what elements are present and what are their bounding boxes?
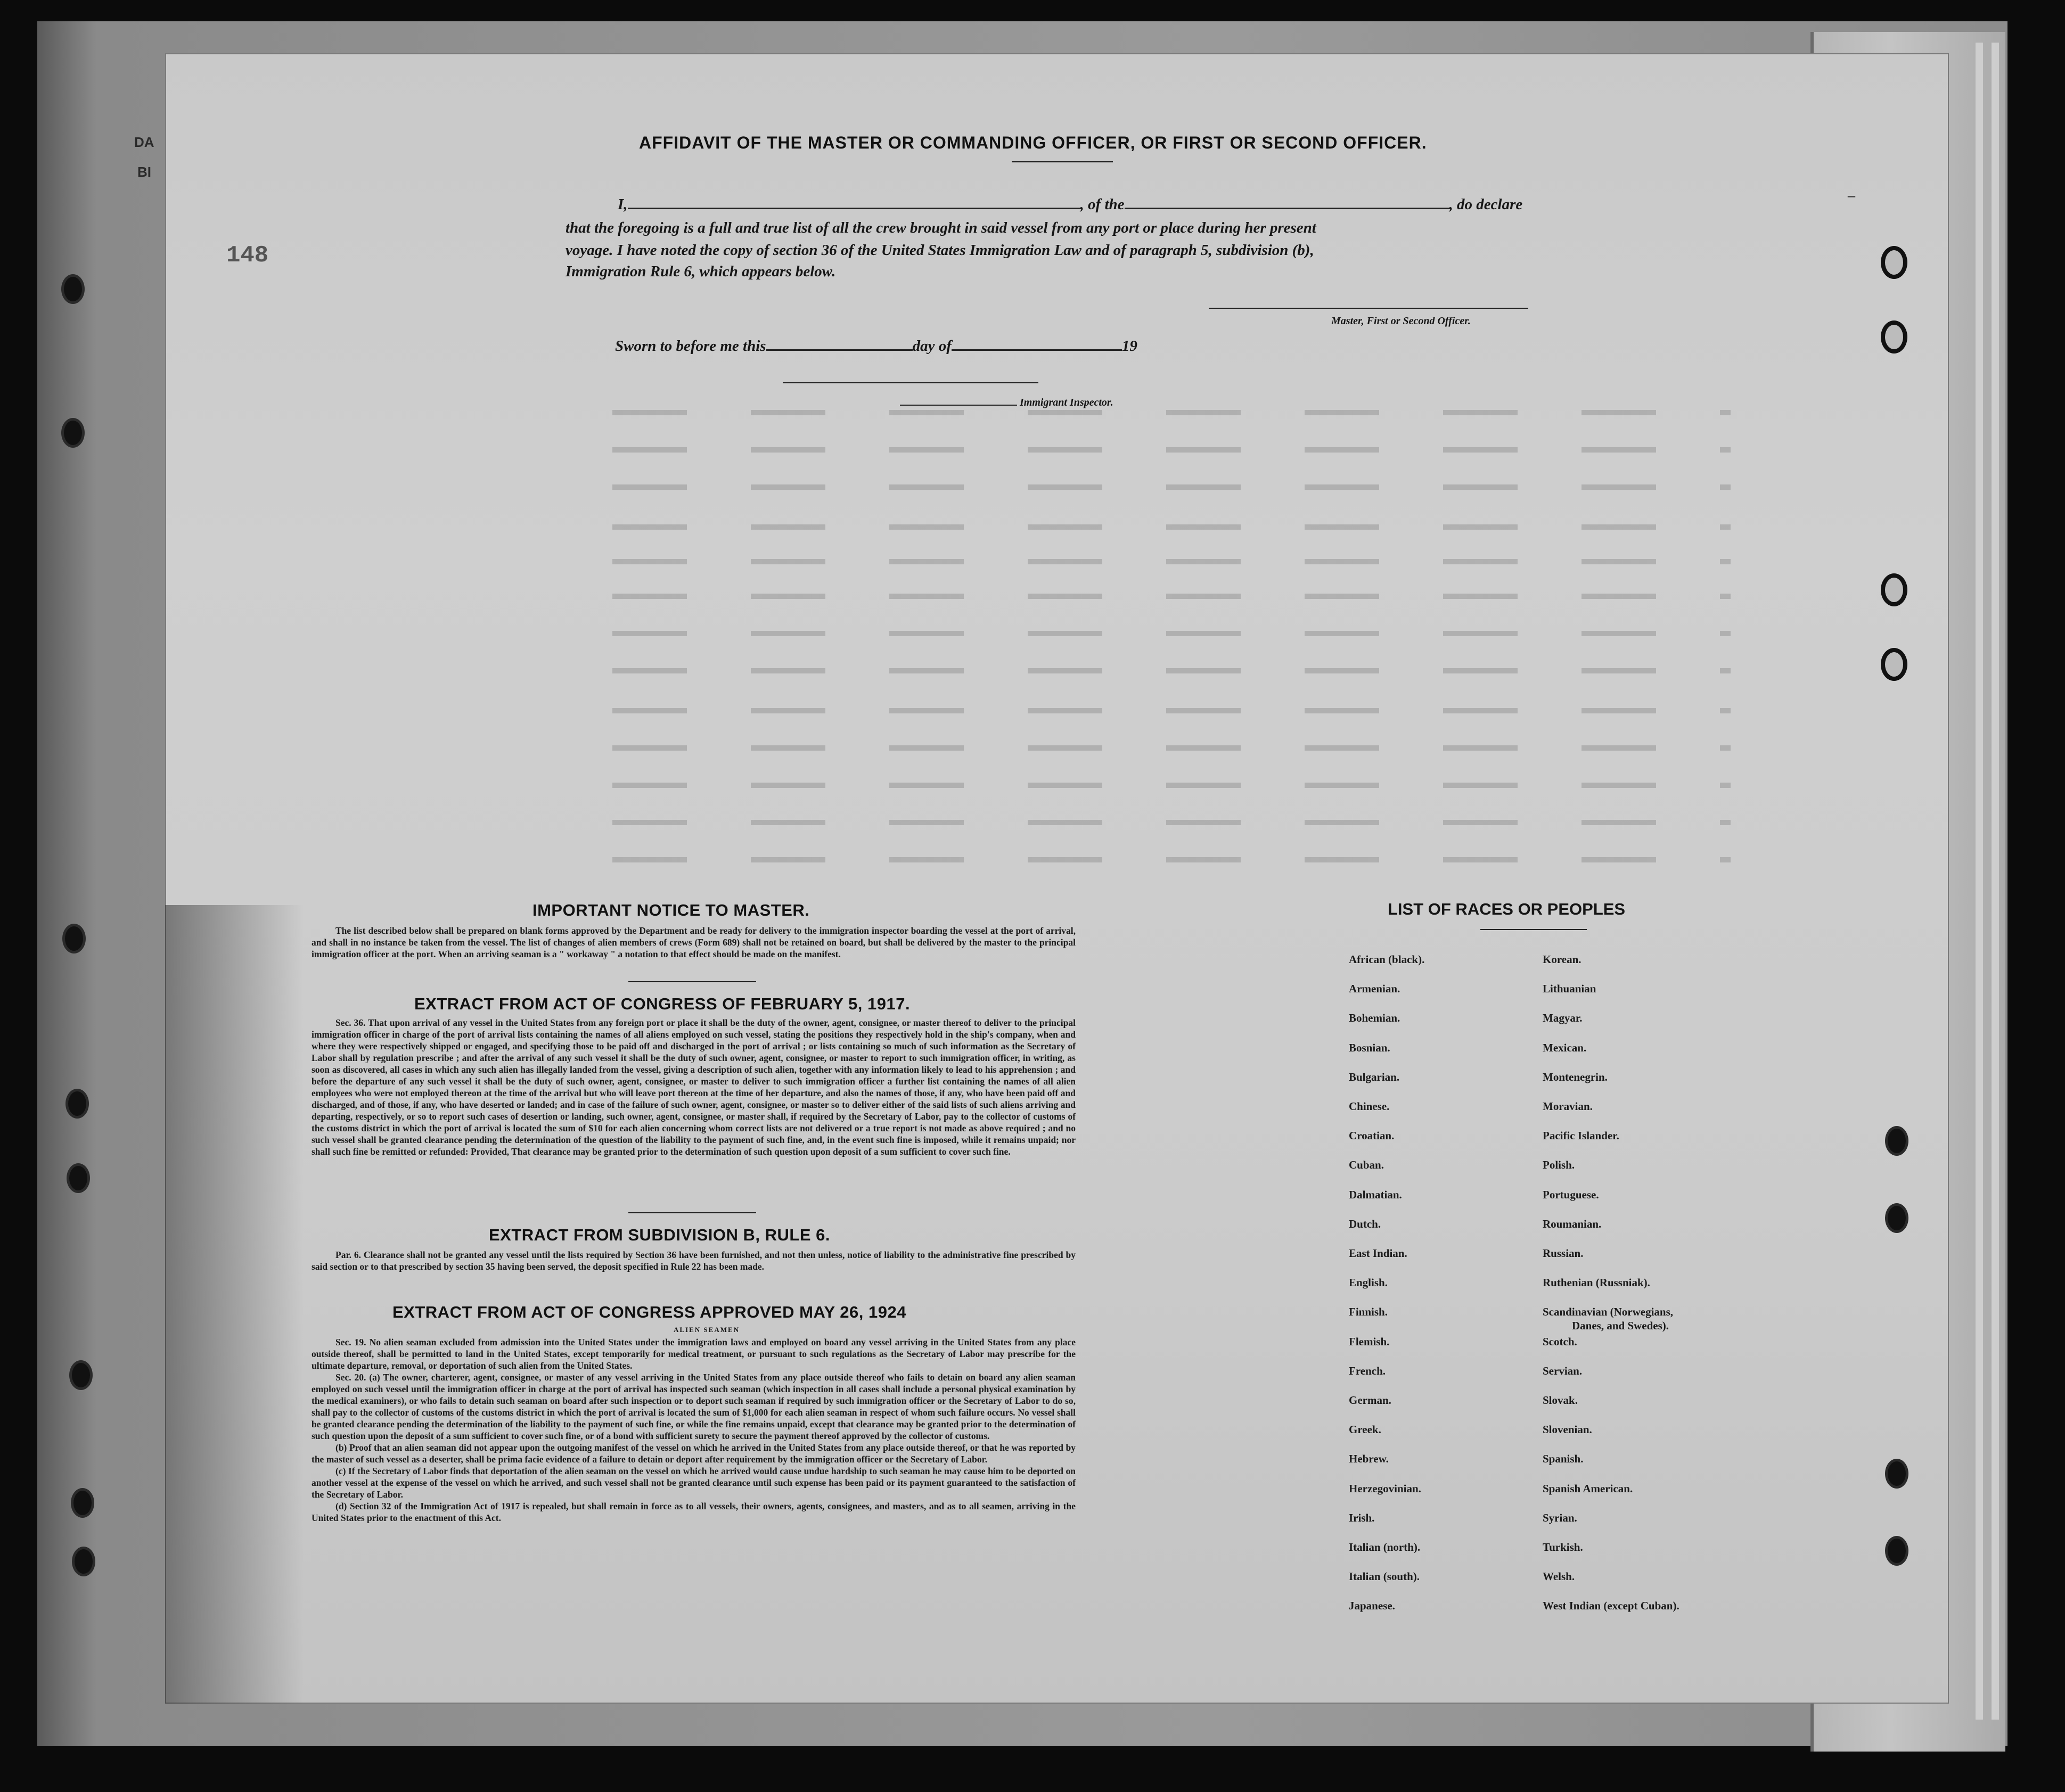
punch-hole bbox=[1888, 1539, 1906, 1563]
race-item: Flemish. bbox=[1349, 1335, 1390, 1348]
race-item: Magyar. bbox=[1543, 1012, 1583, 1024]
bleed-through-row bbox=[612, 631, 1731, 636]
sworn-text: day of bbox=[912, 338, 952, 355]
divider bbox=[1480, 929, 1587, 930]
affidavit-text: , of the bbox=[1080, 196, 1125, 213]
bleed-through-row bbox=[612, 447, 1731, 453]
punch-hole bbox=[1885, 250, 1903, 275]
extract-1924-subtitle: ALIEN SEAMEN bbox=[674, 1326, 740, 1334]
year-prefix: 19 bbox=[1121, 338, 1137, 355]
extract-1917-title: EXTRACT FROM ACT OF CONGRESS OF FEBRUARY 5, 1917. bbox=[414, 994, 911, 1013]
affidavit-line-4: Immigration Rule 6, which appears below. bbox=[566, 263, 836, 280]
race-item: Hebrew. bbox=[1349, 1452, 1389, 1465]
race-item: Armenian. bbox=[1349, 982, 1400, 995]
race-item: Russian. bbox=[1543, 1247, 1584, 1260]
race-item: German. bbox=[1349, 1394, 1391, 1407]
divider bbox=[1012, 161, 1113, 162]
sworn-line bbox=[615, 335, 1137, 355]
bleed-through-row bbox=[612, 820, 1731, 825]
race-item: Korean. bbox=[1543, 953, 1581, 966]
extract-rule6-body: Par. 6. Clearance shall not be granted any vessel until the lists required by Section 36 have been furnished, and not then unless, notice of liability to the administrative fine prescribed by said section or to that prescribed by section 35 having been served, the deposit specified in Rule 22 has been made. bbox=[312, 1250, 1076, 1272]
punch-hole bbox=[1885, 652, 1903, 677]
punch-hole bbox=[75, 1549, 93, 1574]
punch-hole bbox=[72, 1363, 90, 1387]
signature-label: Master, First or Second Officer. bbox=[1331, 315, 1471, 327]
punch-hole bbox=[69, 1166, 87, 1190]
bleed-through-row bbox=[612, 783, 1731, 788]
punch-hole bbox=[64, 421, 82, 445]
race-item: Mexican. bbox=[1543, 1041, 1587, 1054]
vessel-blank bbox=[1125, 194, 1449, 209]
divider bbox=[628, 981, 756, 982]
race-item: Spanish. bbox=[1543, 1452, 1584, 1465]
race-item: Cuban. bbox=[1349, 1158, 1384, 1171]
month-blank bbox=[952, 335, 1122, 351]
section-20b: (b) Proof that an alien seaman did not appear upon the outgoing manifest of the vessel on which he arrived in the United States from any place outside thereof, or that he was reported by the master of such vessel as a deserter, shall be prima facie evidence of a failure to detain or deport after requirement by the immigration officer or the Secretary of Labor. bbox=[312, 1442, 1076, 1465]
margin-tab-label: DA bbox=[134, 134, 154, 150]
race-item: Montenegrin. bbox=[1543, 1071, 1608, 1083]
race-item: Croatian. bbox=[1349, 1129, 1395, 1142]
extract-rule6-title: EXTRACT FROM SUBDIVISION B, RULE 6. bbox=[489, 1226, 830, 1244]
extract-1917-body: Sec. 36. That upon arrival of any vessel in the United States from any foreign port or place it shall be the duty of the owner, agent, consignee, or master thereof to deliver to the principal immigration officer in charge of the port of arrival lists containing the names of all aliens employed on such vessel, stating the positions they respectively hold in the ship's company, when and where they were respectively shipped or engaged, and specifying those to be paid off and discharged in the port of arrival ; or lists containing so much of such information as the Secretary of Labor shall by regulation prescribe ; and after the arrival of any such vessel it shall be the duty of such owner, agent, consignee, or master to report to such immigration officer, in writing, as soon as discovered, all cases in which any such alien has illegally landed from the vessel, giving a description of such alien, together with any information likely to lead to his apprehension ; and before the departure of any such vessel it shall be the duty of such owner, agent, consignee, or master to deliver to such immigration officer a further list containing the names of all alien employees who were not employed thereon at the time of the arrival but who will leave port thereon at the time of her departure, and also the names of those, if any, who have been paid off and discharged, and of those, if any, who have deserted or landed; and in case of the failure of such owner, agent, consignee, or master so to deliver either of the said lists of such aliens arriving and departing, respectively, or so to report such cases of desertion or landing, such owner, agent, consignee, or master shall, if required by the Secretary of Labor, pay to the collector of customs of the customs district in which the port of arrival is located the sum of $10 for each alien concerning whom correct lists are not delivered or a true report is not made as above required ; and no such vessel shall be granted clearance pending the determination of the question of the liability to the payment of such fine, and, in the event such fine is imposed, while it remains unpaid; nor shall such fine be remitted or refunded: Provided, That clearance may be granted prior to the determination of such question upon deposit of a sum sufficient to cover such fine. bbox=[312, 1017, 1076, 1157]
punch-hole bbox=[64, 277, 82, 301]
punch-hole bbox=[1888, 1461, 1906, 1486]
race-item: French. bbox=[1349, 1364, 1386, 1377]
inspector-line-2 bbox=[900, 405, 1017, 406]
race-item: Portuguese. bbox=[1543, 1188, 1599, 1201]
affidavit-text: I, bbox=[618, 196, 628, 213]
section-19: Sec. 19. No alien seaman excluded from admission into the United States under the immigration laws and employed on board any vessel arriving in the United States from any place outside thereof, shall be permitted to land in the United States, except temporarily for medical treatment, or pursuant to such regulations as the Secretary of Labor may prescribe for the ultimate departure, removal, or deportation of such alien from the United States. bbox=[312, 1337, 1076, 1371]
race-item: Lithuanian bbox=[1543, 982, 1596, 995]
name-blank bbox=[628, 194, 1080, 209]
punch-hole bbox=[1885, 325, 1903, 349]
race-item: Ruthenian (Russniak). bbox=[1543, 1276, 1650, 1289]
race-item: Italian (north). bbox=[1349, 1541, 1421, 1553]
race-item: Irish. bbox=[1349, 1511, 1375, 1524]
bleed-through-row bbox=[612, 708, 1731, 713]
extract-1924-title: EXTRACT FROM ACT OF CONGRESS APPROVED MAY 26, 1924 bbox=[392, 1303, 906, 1321]
race-item: Bulgarian. bbox=[1349, 1071, 1400, 1083]
race-item: Moravian. bbox=[1543, 1100, 1593, 1113]
race-item: Greek. bbox=[1349, 1423, 1381, 1436]
signature-line bbox=[1209, 308, 1528, 309]
race-item: Scotch. bbox=[1543, 1335, 1577, 1348]
race-item: Servian. bbox=[1543, 1364, 1583, 1377]
race-item: Slovak. bbox=[1543, 1394, 1578, 1407]
race-item: Spanish American. bbox=[1543, 1482, 1633, 1495]
race-item: Polish. bbox=[1543, 1158, 1575, 1171]
race-item: Dalmatian. bbox=[1349, 1188, 1402, 1201]
punch-hole bbox=[1888, 1206, 1906, 1230]
bleed-through-row bbox=[612, 857, 1731, 862]
margin-dash: – bbox=[1848, 187, 1855, 204]
bleed-through-row bbox=[612, 410, 1731, 415]
margin-tab-label: BI bbox=[137, 164, 151, 180]
section-20c: (c) If the Secretary of Labor finds that deportation of the alien seaman on the vessel on which he arrived would cause undue hardship to such seaman he may cause him to be deported on another vessel at the expense of the vessel on which he arrived, and such vessel shall not be granted clearance until such expense has been paid or its payment guaranteed to the satisfaction of the Secretary of Labor. bbox=[312, 1466, 1076, 1500]
page-shadow bbox=[165, 905, 304, 1704]
affidavit-line-3: voyage. I have noted the copy of section 36 of the United States Immigration Law and of paragraph 5, subdivision (b), bbox=[566, 242, 1314, 259]
page-number: 148 bbox=[226, 242, 269, 269]
affidavit-text: , do declare bbox=[1449, 196, 1523, 213]
inspector-line bbox=[783, 382, 1038, 383]
race-item: Turkish. bbox=[1543, 1541, 1583, 1553]
section-20a: Sec. 20. (a) The owner, charterer, agent, consignee, or master of any vessel arriving in the United States from any place outside thereof who fails to detain on board any alien seaman employed on such vessel until the immigration officer in charge at the port of arrival has inspected such seaman (which inspection in all cases shall include a personal physical examination by the medical examiners), or who fails to detain such seaman on board after such inspection or to deport such seaman if required by such immigration officer or the Secretary of Labor to do so, shall pay to the collector of customs of the customs district in which the port of arrival is located the sum of $1,000 for each alien seaman in respect of whom such failure occurs. No vessel shall be granted clearance pending the determination of the liability to the payment of such fine, or while the fine remains unpaid, except that clearance may be granted prior to the determination of such question upon the deposit of a sum sufficient to cover such fine, or of a bond with sufficient surety to secure the payment thereof approved by the collector of customs. bbox=[312, 1372, 1076, 1441]
race-item: East Indian. bbox=[1349, 1247, 1407, 1260]
day-blank bbox=[766, 335, 913, 351]
races-title: LIST OF RACES OR PEOPLES bbox=[1388, 900, 1626, 918]
bleed-through-row bbox=[612, 594, 1731, 599]
bleed-through-row bbox=[612, 745, 1731, 751]
section-20d: (d) Section 32 of the Immigration Act of 1917 is repealed, but shall remain in force as to all vessels, their owners, agents, consignees, and masters, and as to all seamen, arriving in the United States prior to the enactment of this Act. bbox=[312, 1501, 1076, 1523]
punch-hole bbox=[68, 1091, 86, 1116]
race-item: English. bbox=[1349, 1276, 1388, 1289]
notice-title: IMPORTANT NOTICE TO MASTER. bbox=[532, 901, 810, 919]
notice-body: The list described below shall be prepared on blank forms approved by the Department and be ready for delivery to the immigration inspector boarding the vessel at the port of arrival, and shall in no instance be taken from the vessel. The list of changes of alien members of crews (Form 689) shall not be retained on board, but shall be delivered by the master to the principal immigration officer at the port. When an arriving seaman is a " workaway " a notation to that effect should be made on the manifest. bbox=[312, 925, 1076, 959]
bleed-through-row bbox=[612, 484, 1731, 490]
bleed-through-row bbox=[612, 559, 1731, 564]
paper-edge bbox=[1992, 43, 1999, 1720]
punch-hole bbox=[1885, 578, 1903, 602]
sworn-text: Sworn to before me this bbox=[615, 338, 766, 355]
race-item: Welsh. bbox=[1543, 1570, 1575, 1583]
race-item: Chinese. bbox=[1349, 1100, 1390, 1113]
extract-1924-body bbox=[312, 1336, 1076, 1524]
race-item: Italian (south). bbox=[1349, 1570, 1420, 1583]
race-item: Herzegovinian. bbox=[1349, 1482, 1421, 1495]
divider bbox=[628, 1212, 756, 1213]
race-item: Slovenian. bbox=[1543, 1423, 1592, 1436]
punch-hole bbox=[1888, 1129, 1906, 1153]
inspector-label: Immigrant Inspector. bbox=[1020, 397, 1113, 408]
affidavit-title: AFFIDAVIT OF THE MASTER OR COMMANDING OFFICER, OR FIRST OR SECOND OFFICER. bbox=[639, 133, 1427, 152]
race-item: Scandinavian (Norwegians, bbox=[1543, 1305, 1674, 1318]
affidavit-line-1 bbox=[618, 194, 1522, 213]
race-item: Bohemian. bbox=[1349, 1012, 1400, 1024]
race-item: Roumanian. bbox=[1543, 1218, 1602, 1230]
race-item: African (black). bbox=[1349, 953, 1425, 966]
race-item: West Indian (except Cuban). bbox=[1543, 1599, 1679, 1612]
race-item: Japanese. bbox=[1349, 1599, 1395, 1612]
race-item-continuation: Danes, and Swedes). bbox=[1572, 1319, 1669, 1332]
race-item: Finnish. bbox=[1349, 1305, 1388, 1318]
punch-hole bbox=[65, 926, 83, 951]
race-item: Syrian. bbox=[1543, 1511, 1577, 1524]
race-item: Bosnian. bbox=[1349, 1041, 1390, 1054]
race-item: Dutch. bbox=[1349, 1218, 1381, 1230]
affidavit-line-2: that the foregoing is a full and true list of all the crew brought in said vessel from any port or place during her present bbox=[566, 219, 1316, 236]
bleed-through-row bbox=[612, 524, 1731, 530]
bleed-through-row bbox=[612, 668, 1731, 673]
punch-hole bbox=[73, 1491, 92, 1515]
paper-edge bbox=[1976, 43, 1983, 1720]
race-item: Pacific Islander. bbox=[1543, 1129, 1619, 1142]
